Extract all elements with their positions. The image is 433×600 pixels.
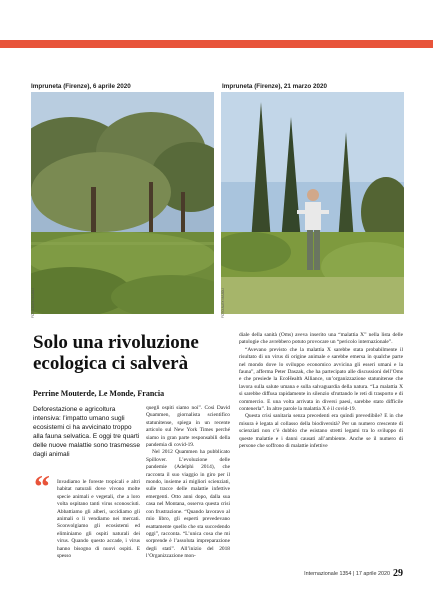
- top-accent-bar: [0, 40, 433, 48]
- article-byline: Perrine Mouterde, Le Monde, Francia: [33, 389, 165, 398]
- article-lede: Deforestazione e agricoltura intensiva: l’impatto umano sugli ecosistemi ci ha avvicinato troppo alla fauna selvatica. E oggi tre quarti delle nuove malattie sono trasmesse dagli animali: [33, 406, 141, 458]
- photo-olive-grove: [31, 92, 214, 314]
- opening-quote-mark: “: [34, 468, 50, 504]
- body-paragraph: “Avevano previsto che la malattia X sarebbe stata probabilmente il risultato di un virus di origine animale e sarebbe emersa in qualche parte nel mondo dove lo sviluppo economico avvicina gli esseri umani e la fauna”, afferma Peter Daszak, che ha partecipato alle discussioni dell’Oms e che presiede la EcoHealth Alliance, un’organizzazione statunitense che lavora sulla salute umana e sulla salvaguardia della natura. “La malattia X si sarebbe diffusa rapidamente in silenzio sfruttando le reti di trasporto e di commercio. E una volta arrivata in diversi paesi, sarebbe stato difficile contenerla”. In altre parole la malattia X è il covid-19.: [239, 346, 403, 413]
- page-footer: [304, 568, 403, 579]
- body-paragraph: diale della sanità (Oms) aveva inserito una “malattia X” nella lista delle patologie che avrebbero potuto provocare un “pericolo internazionale”.: [239, 332, 403, 346]
- issue-info: Internazionale 1354 | 17 aprile 2020: [304, 570, 390, 577]
- body-column-right: [239, 332, 403, 451]
- body-paragraph: Questa crisi sanitaria senza precedenti era quindi prevedibile? E in che misura è legata al collasso della biodiversità? Per un numero crescente di scienziati non c’è dubbio che esistano stretti legami tra lo sviluppo di queste malattie e i danni causati all’ambiente. Anche se il numero di persone che soffrono di malattie infettive: [239, 413, 403, 450]
- body-paragraph: Invadiamo le foreste tropicali e altri habitat naturali dove vivono molte specie animali e vegetali, che a loro volta ospitano tanti virus sconosciuti. Abbattiamo gli alberi, uccidiamo gli animali o li vendiamo nei mercati. Sconvolgiamo gli ecosistemi ed eliminiamo gli ospiti naturali dei virus. Quando questo accade, i virus hanno bisogno di nuovi ospiti. E spesso: [57, 479, 140, 560]
- photo-credit-left: FOTO ALEX MAJOLI: [31, 287, 35, 318]
- body-paragraph: quegli ospiti siamo noi”. Così David Quammen, giornalista scientifico statunitense, spiega in un recente articolo sul New York Times perché siamo in gran parte responsabili della pandemia di covid-19.: [146, 405, 230, 449]
- page-number: 29: [393, 568, 403, 579]
- article-headline: Solo una rivoluzione ecologica ci salverà: [33, 332, 199, 374]
- photo-caption-left: Impruneta (Firenze), 6 aprile 2020: [31, 83, 131, 90]
- photo-man-in-field: [221, 92, 404, 314]
- body-paragraph: Nel 2012 Quammen ha pubblicato Spillover. L’evoluzione delle pandemie (Adelphi 2014), che racconta il suo viaggio in giro per il mondo, insieme ai migliori scienziati, sulle tracce delle malattie infettive emergenti. Otto anni dopo, dalla sua casa nel Montana, osserva questa crisi con frustrazione. “Quando lavoravo al mio libro, gli esperti prevedevano esattamente quello che sta succedendo oggi”, racconta. “L’unica cosa che mi sorprende è l’assoluta impreparazione degli stati”. All’inizio del 2018 l’Organizzazione mon-: [146, 449, 230, 560]
- photo-caption-right: Impruneta (Firenze), 21 marzo 2020: [222, 83, 327, 90]
- photo-credit-right: FOTO ALEX MAJOLI: [221, 287, 225, 318]
- body-column-middle: [146, 405, 230, 561]
- body-column-left: [57, 479, 140, 560]
